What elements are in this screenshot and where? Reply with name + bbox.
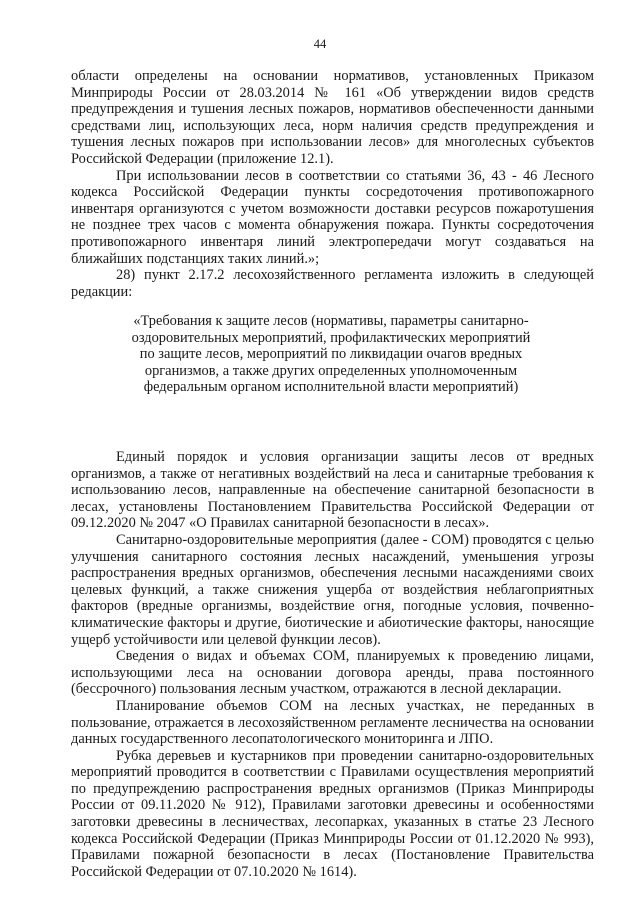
section-heading: [130, 313, 532, 396]
paragraph: области определены на основании нормативов, установленных Приказом Минприроды России от 28.03.2014 № 161 «Об утверждении видов средств предупреждения и тушения лесных пожаров, нормативов обеспеченности данными средствами лиц, использующих леса, норм наличия средств предупреждения и тушения лесных пожаров при использовании лесов» для многолесных субъектов Российской Федерации (приложение 12.1).: [71, 68, 594, 167]
paragraph: Планирование объемов СОМ на лесных участках, не переданных в пользование, отражается в лесохозяйственном регламенте лесничества на основании данных государственного лесопатологического мониторинга и ЛПО.: [71, 697, 594, 748]
paragraph: Рубка деревьев и кустарников при проведении санитарно-оздоровительных мероприятий проводится в соответствии с Правилами осуществления мероприятий по предупреждению распространения вредных организмов (Приказ Минприроды России от 09.11.2020 № 912), Правилами заготовки древесины и особенностями заготовки древесины в лесничествах, лесопарках, указанных в статье 23 Лесного кодекса Российской Федерации (Приказ Минприроды России от 01.12.2020 № 993), Правилами пожарной безопасности в лесах (Постановление Правительства Российской Федерации от 07.10.2020 № 1614).: [71, 747, 594, 880]
paragraph: 28) пункт 2.17.2 лесохозяйственного регламента изложить в следующей редакции:: [71, 267, 594, 300]
paragraph: При использовании лесов в соответствии со статьями 36, 43 - 46 Лесного кодекса Российской Федерации пункты сосредоточения противопожарного инвентаря организуются с учетом возможности доставки ресурсов пожаротушения не позднее трех часов с момента обнаружения пожара. Пункты сосредоточения противопожарного инвентаря линий электропередачи могут создаваться на ближайших подстанциях таких линий.»;: [71, 167, 594, 267]
text-block-main: [71, 449, 594, 880]
page-number: 44: [313, 37, 327, 51]
section-heading-text: «Требования к защите лесов (нормативы, параметры санитарно-оздоровительных мероприятий, профилактических мероприятий по защите лесов, мероприятий по ликвидации очагов вредных организмов, а также других определенных уполномоченным федеральным органом исполнительной власти мероприятий): [131, 313, 531, 396]
text-block-top: [71, 68, 594, 300]
paragraph: Сведения о видах и объемах СОМ, планируемых к проведению лицами, использующими леса на основании договора аренды, права постоянного (бессрочного) пользования лесным участком, отражаются в лесной декларации.: [71, 648, 594, 698]
paragraph: Санитарно-оздоровительные мероприятия (далее - СОМ) проводятся с целью улучшения санитарного состояния лесных насаждений, уменьшения угрозы распространения вредных организмов, обеспечения лесными насаждениями своих целевых функций, а также снижения ущерба от воздействия неблагоприятных факторов (вредные организмы, воздействие огня, погодные условия, почвенно-климатические факторы и другие, биотические и абиотические факторы, наносящие ущерб устойчивости или целевой функции лесов).: [71, 531, 594, 648]
paragraph: Единый порядок и условия организации защиты лесов от вредных организмов, а также от негативных воздействий на леса и санитарные требования к использованию лесов, направленные на обеспечение санитарной безопасности в лесах, установлены Постановлением Правительства Российской Федерации от 09.12.2020 № 2047 «О Правилах санитарной безопасности в лесах».: [71, 449, 594, 532]
